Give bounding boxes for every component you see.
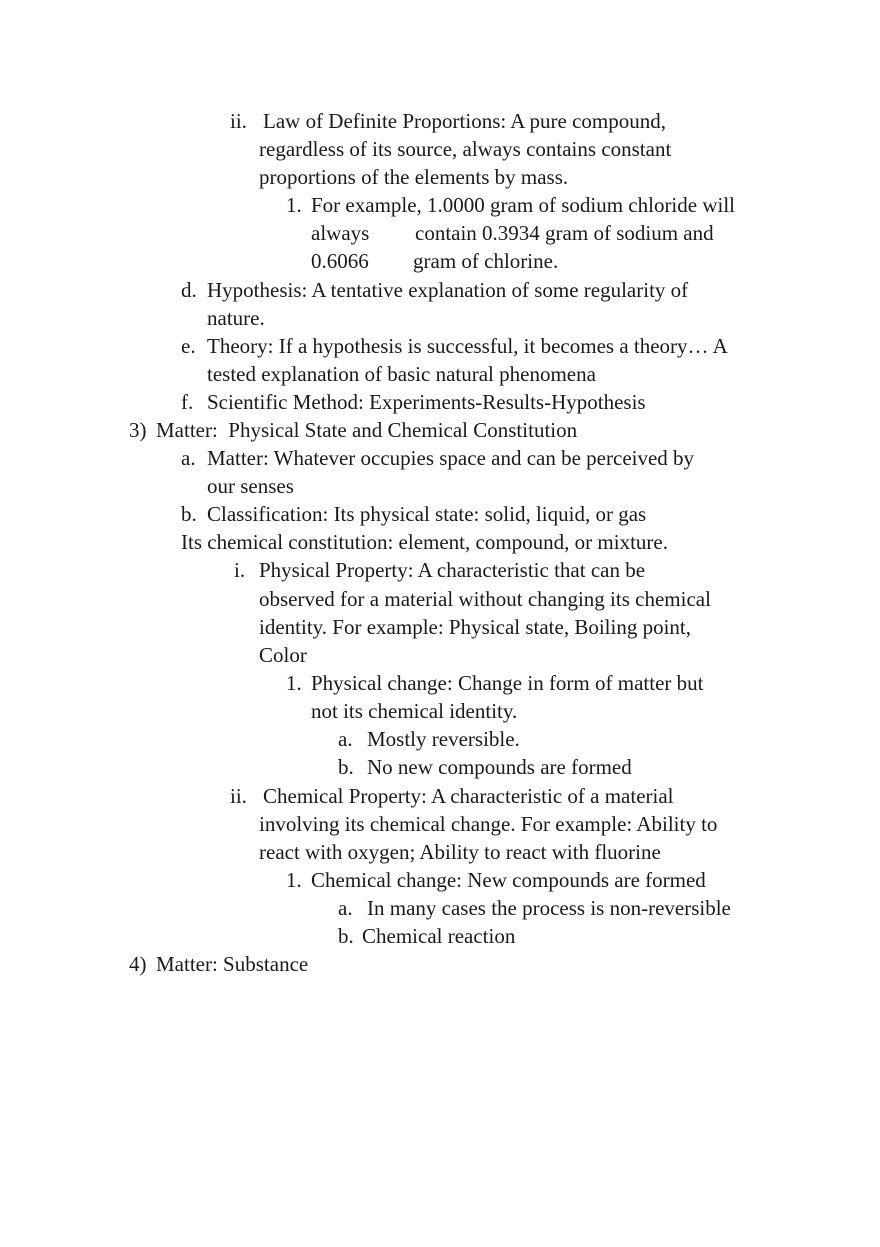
list-marker: b. — [338, 755, 354, 779]
list-marker: a. — [338, 896, 353, 920]
text-line: identity. For example: Physical state, Boiling point, — [259, 615, 692, 639]
list-marker: 1. — [286, 868, 302, 892]
section-heading: Matter: Physical State and Chemical Constitution — [156, 418, 578, 442]
list-marker: f. — [181, 390, 194, 414]
text-line: Color — [259, 643, 307, 667]
list-marker: 1. — [286, 193, 302, 217]
text-line: Matter: Whatever occupies space and can be perceived by — [207, 446, 695, 470]
text-line: proportions of the elements by mass. — [259, 165, 569, 189]
text-line: Hypothesis: A tentative explanation of some regularity of — [207, 278, 689, 302]
text-line: react with oxygen; Ability to react with fluorine — [259, 840, 661, 864]
text-line: regardless of its source, always contains constant — [259, 137, 672, 161]
text-line: Physical change: Change in form of matter but — [311, 671, 704, 695]
text-line: Chemical change: New compounds are formed — [311, 868, 706, 892]
list-marker: b. — [338, 924, 354, 948]
list-marker: d. — [181, 278, 197, 302]
text-line: always — [311, 221, 370, 245]
text-line: tested explanation of basic natural phenomena — [207, 362, 596, 386]
text-line: Its chemical constitution: element, compound, or mixture. — [181, 530, 668, 554]
list-marker: a. — [338, 727, 353, 751]
text-line: nature. — [207, 306, 265, 330]
list-marker: 1. — [286, 671, 302, 695]
text-line: not its chemical identity. — [311, 699, 518, 723]
list-marker: i. — [234, 558, 246, 582]
text-line: Mostly reversible. — [367, 727, 520, 751]
text-line: Physical Property: A characteristic that can be — [259, 558, 646, 582]
list-marker: ii. — [230, 109, 247, 133]
text-line: involving its chemical change. For example: Ability to — [259, 812, 718, 836]
list-marker: 3) — [129, 418, 147, 442]
text-line: Law of Definite Proportions: A pure compound, — [263, 109, 667, 133]
text-line: For example, 1.0000 gram of sodium chloride will — [311, 193, 736, 217]
text-line: No new compounds are formed — [367, 755, 632, 779]
text-line: Chemical reaction — [362, 924, 516, 948]
text-line: Scientific Method: Experiments-Results-Hypothesis — [207, 390, 646, 414]
text-line: gram of chlorine. — [413, 249, 559, 273]
text-line: our senses — [207, 474, 294, 498]
list-marker: e. — [181, 334, 196, 358]
text-line: 0.6066 — [311, 249, 369, 273]
list-marker: ii. — [230, 784, 247, 808]
text-line: observed for a material without changing its chemical — [259, 587, 711, 611]
list-marker: 4) — [129, 952, 147, 976]
list-marker: a. — [181, 446, 196, 470]
text-line: Chemical Property: A characteristic of a material — [263, 784, 674, 808]
text-line: Theory: If a hypothesis is successful, it becomes a theory… A — [207, 334, 728, 358]
list-marker: b. — [181, 502, 197, 526]
section-heading: Matter: Substance — [156, 952, 309, 976]
text-line: contain 0.3934 gram of sodium and — [415, 221, 714, 245]
text-line: Classification: Its physical state: solid, liquid, or gas — [207, 502, 647, 526]
text-line: In many cases the process is non-reversible — [367, 896, 731, 920]
